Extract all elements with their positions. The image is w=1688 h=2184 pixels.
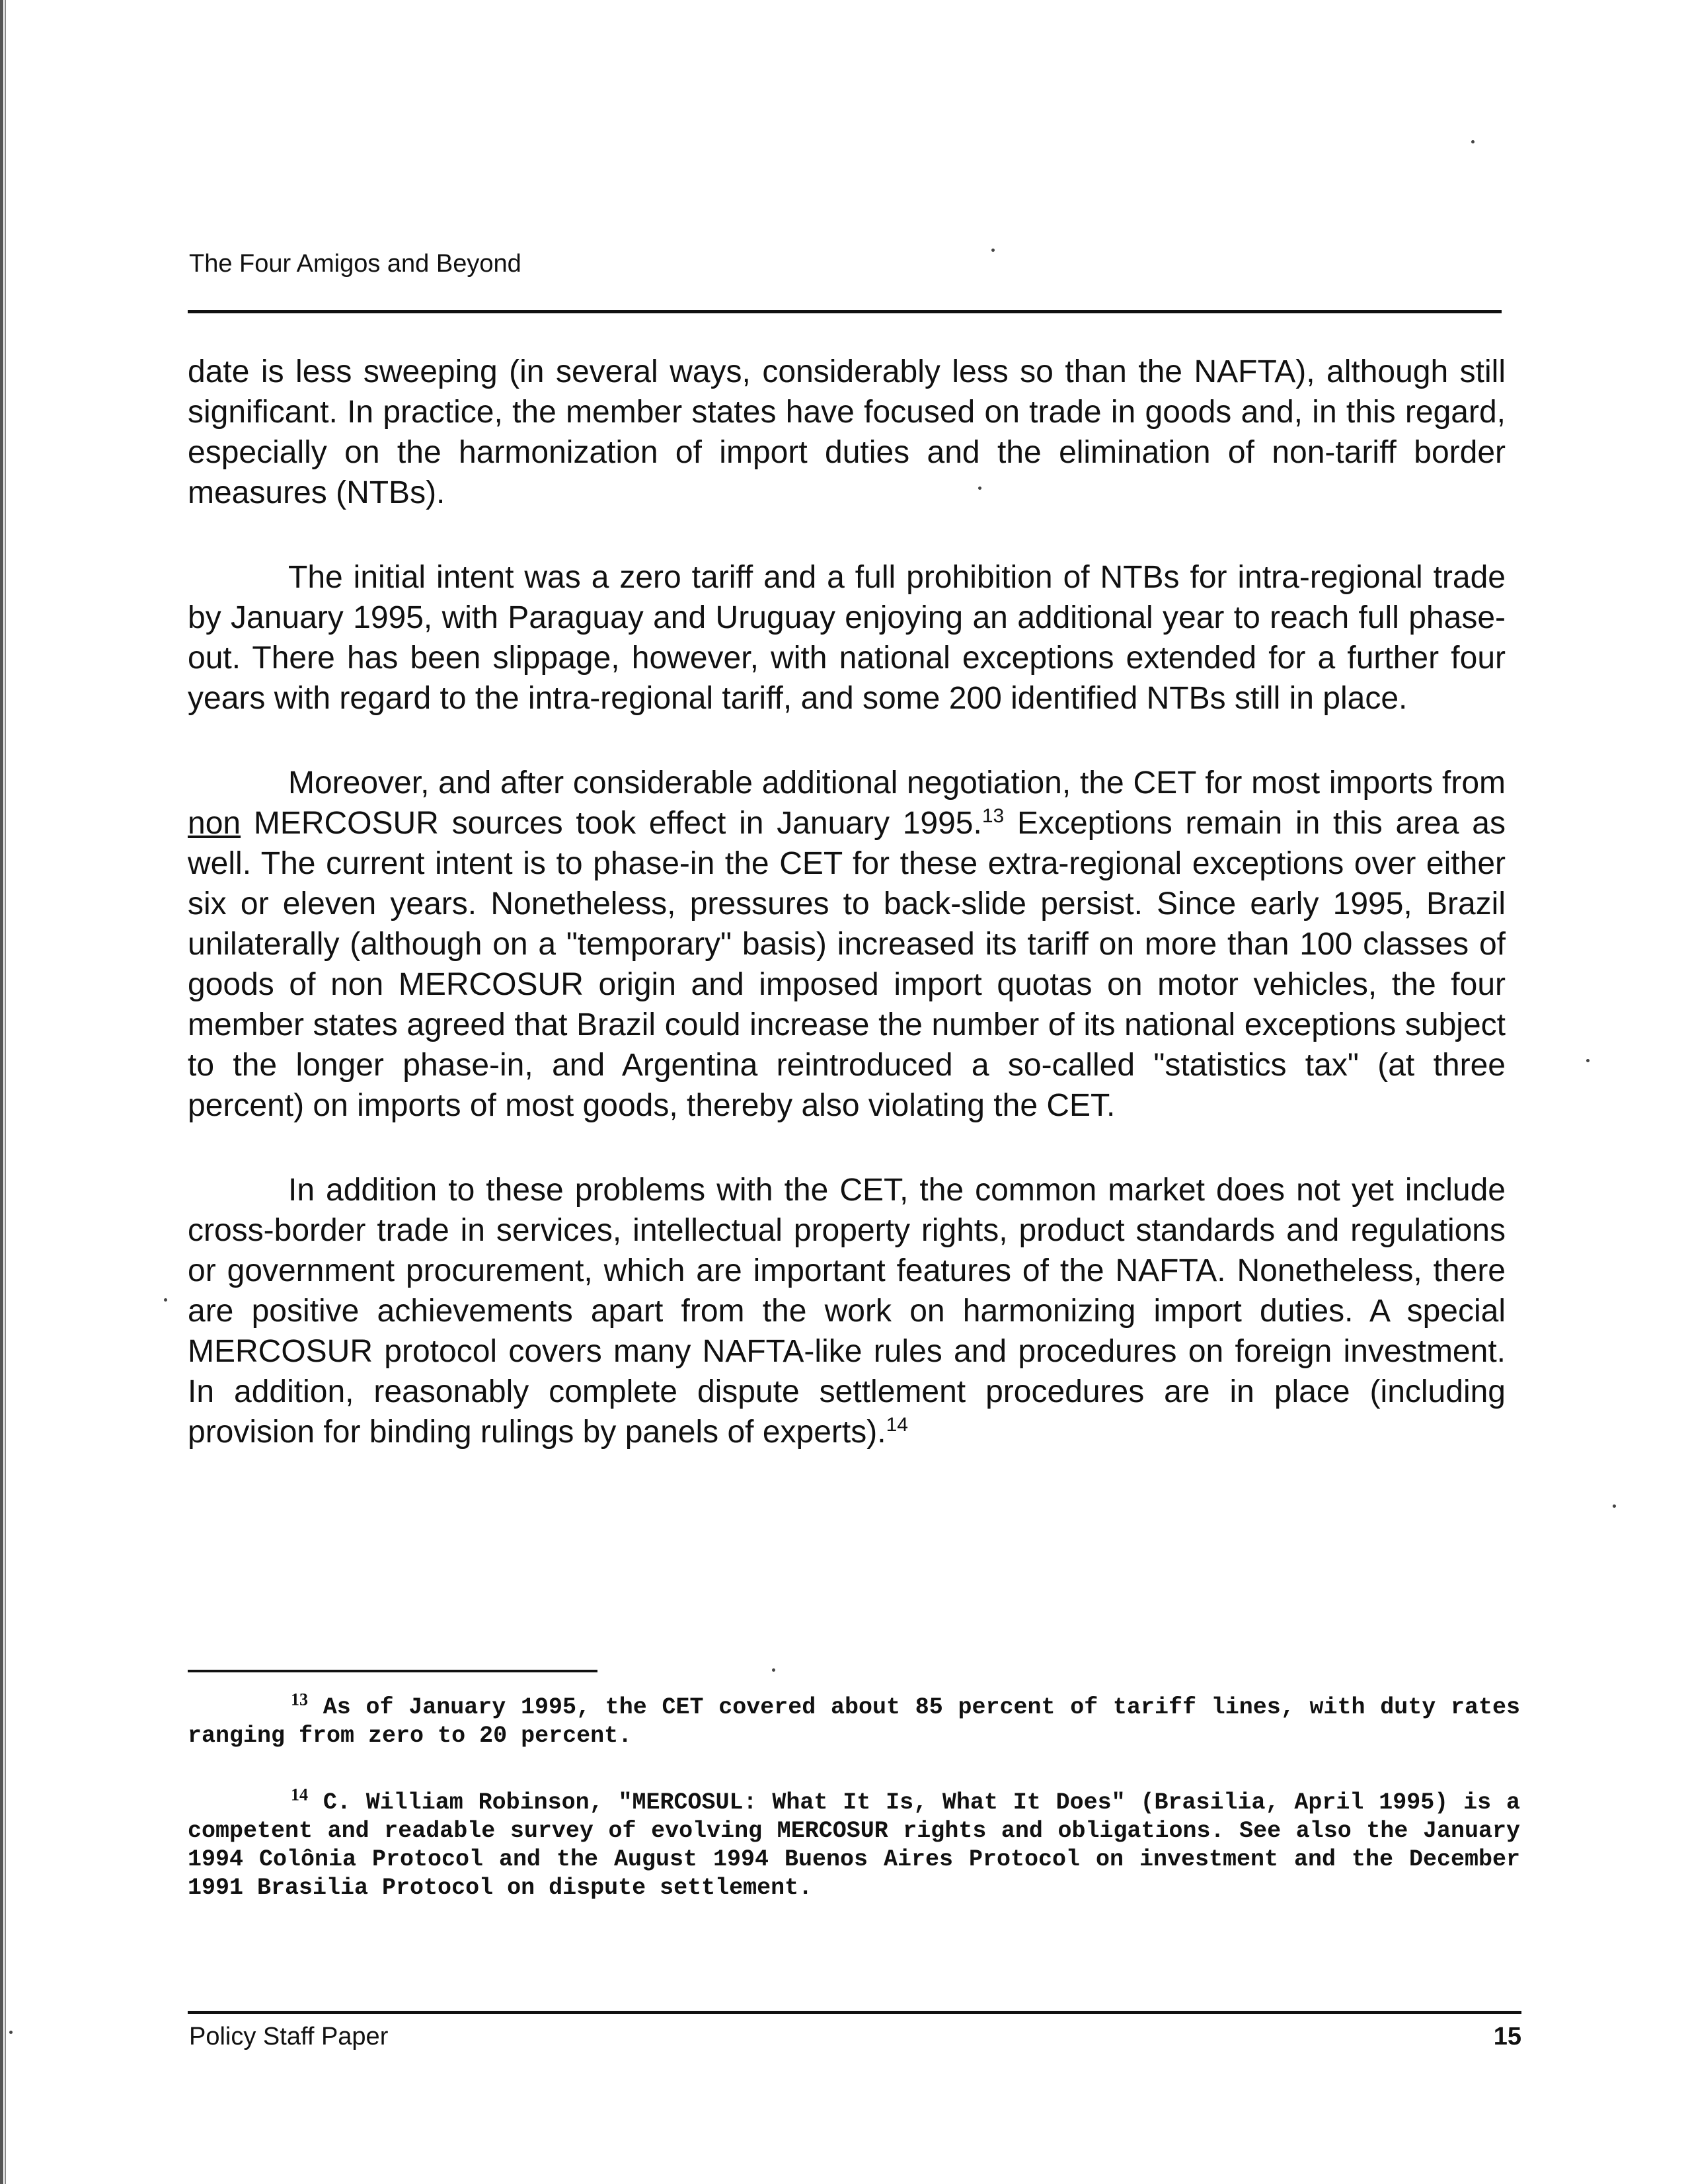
scan-speck	[1586, 1059, 1590, 1062]
scan-speck	[978, 487, 981, 490]
scan-edge-line	[5, 0, 6, 2184]
paragraph-3	[188, 763, 1506, 1126]
paragraph-3-part-a: Moreover, and after considerable additional negotiation, the CET for most imports from	[288, 765, 1506, 800]
footnote-ref-13[interactable]: 13	[981, 805, 1005, 827]
footnote-13	[188, 1690, 1520, 1750]
paragraph-1: date is less sweeping (in several ways, considerably less so than the NAFTA), although still significant. In practice, the member states have focused on trade in goods and, in this regard, especially on the harmonization of import duties and the elimination of non-tariff border measures (NTBs).	[188, 354, 1506, 510]
scan-speck	[164, 1298, 167, 1302]
scan-speck	[991, 249, 995, 252]
underlined-word: non	[188, 806, 241, 841]
footnote-text: C. William Robinson, "MERCOSUL: What It Is, What It Does" (Brasilia, April 1995) is a competent and readable survey of evolving MERCOSUR rights and obligations. See also the January 1994 Colônia Protocol and the August 1994 Buenos Aires Protocol on investment and the December 1991 Brasilia Protocol on dispute settlement.	[188, 1789, 1520, 1901]
scan-speck	[1613, 1504, 1616, 1508]
paragraph-4-text: In addition to these problems with the CET, the common market does not yet include cross-border trade in services, intellectual property rights, product standards and regulations or government procurement, which are important features of the NAFTA. Nonetheless, there are positive achievements apart from the work on harmonizing import duties. A special MERCOSUR protocol covers many NAFTA-like rules and procedures on foreign investment. In addition, reasonably complete dispute settlement procedures are in place (including provision for binding rulings by panels of experts).	[188, 1173, 1506, 1450]
footnote-number: 13	[291, 1690, 308, 1709]
scan-edge-shadow	[0, 0, 3, 2184]
footnote-text: As of January 1995, the CET covered about 85 percent of tariff lines, with duty rates ranging from zero to 20 percent.	[188, 1694, 1520, 1749]
body-text	[188, 352, 1506, 1497]
footer-rule	[188, 2011, 1521, 2014]
footnotes	[188, 1690, 1520, 1941]
footnote-14	[188, 1785, 1520, 1902]
header-rule	[188, 310, 1502, 313]
scan-speck	[772, 1668, 775, 1672]
paragraph-2: The initial intent was a zero tariff and a full prohibition of NTBs for intra-regional trade by January 1995, with Paraguay and Uruguay enjoying an additional year to reach full phase-out. There has been slippage, however, with national exceptions extended for a further four years with regard to the intra-regional tariff, and some 200 identified NTBs still in place.	[188, 560, 1506, 716]
scan-speck	[1471, 140, 1475, 143]
footer-series-title: Policy Staff Paper	[189, 2023, 389, 2050]
paragraph-3-part-b: MERCOSUR sources took effect in January 1995.	[241, 806, 982, 841]
paragraph-3-part-c: Exceptions remain in this area as well. The current intent is to phase-in the CET for these extra-regional exceptions over either six or eleven years. Nonetheless, pressures to back-slide persist. Since early 1995, Brazil unilaterally (although on a "temporary" basis) increased its tariff on more than 100 classes of goods of non MERCOSUR origin and imposed import quotas on motor vehicles, the four member states agreed that Brazil could increase the number of its national exceptions subject to the longer phase-in, and Argentina reintroduced a so-called "statistics tax" (at three percent) on imports of most goods, thereby also violating the CET.	[188, 806, 1506, 1123]
footnote-separator	[188, 1670, 597, 1672]
footnote-ref-14[interactable]: 14	[886, 1414, 908, 1436]
page-number: 15	[1493, 2023, 1521, 2050]
scan-speck	[9, 2031, 13, 2034]
paragraph-4	[188, 1170, 1506, 1452]
footnote-number: 14	[291, 1785, 308, 1805]
running-title: The Four Amigos and Beyond	[189, 250, 521, 278]
